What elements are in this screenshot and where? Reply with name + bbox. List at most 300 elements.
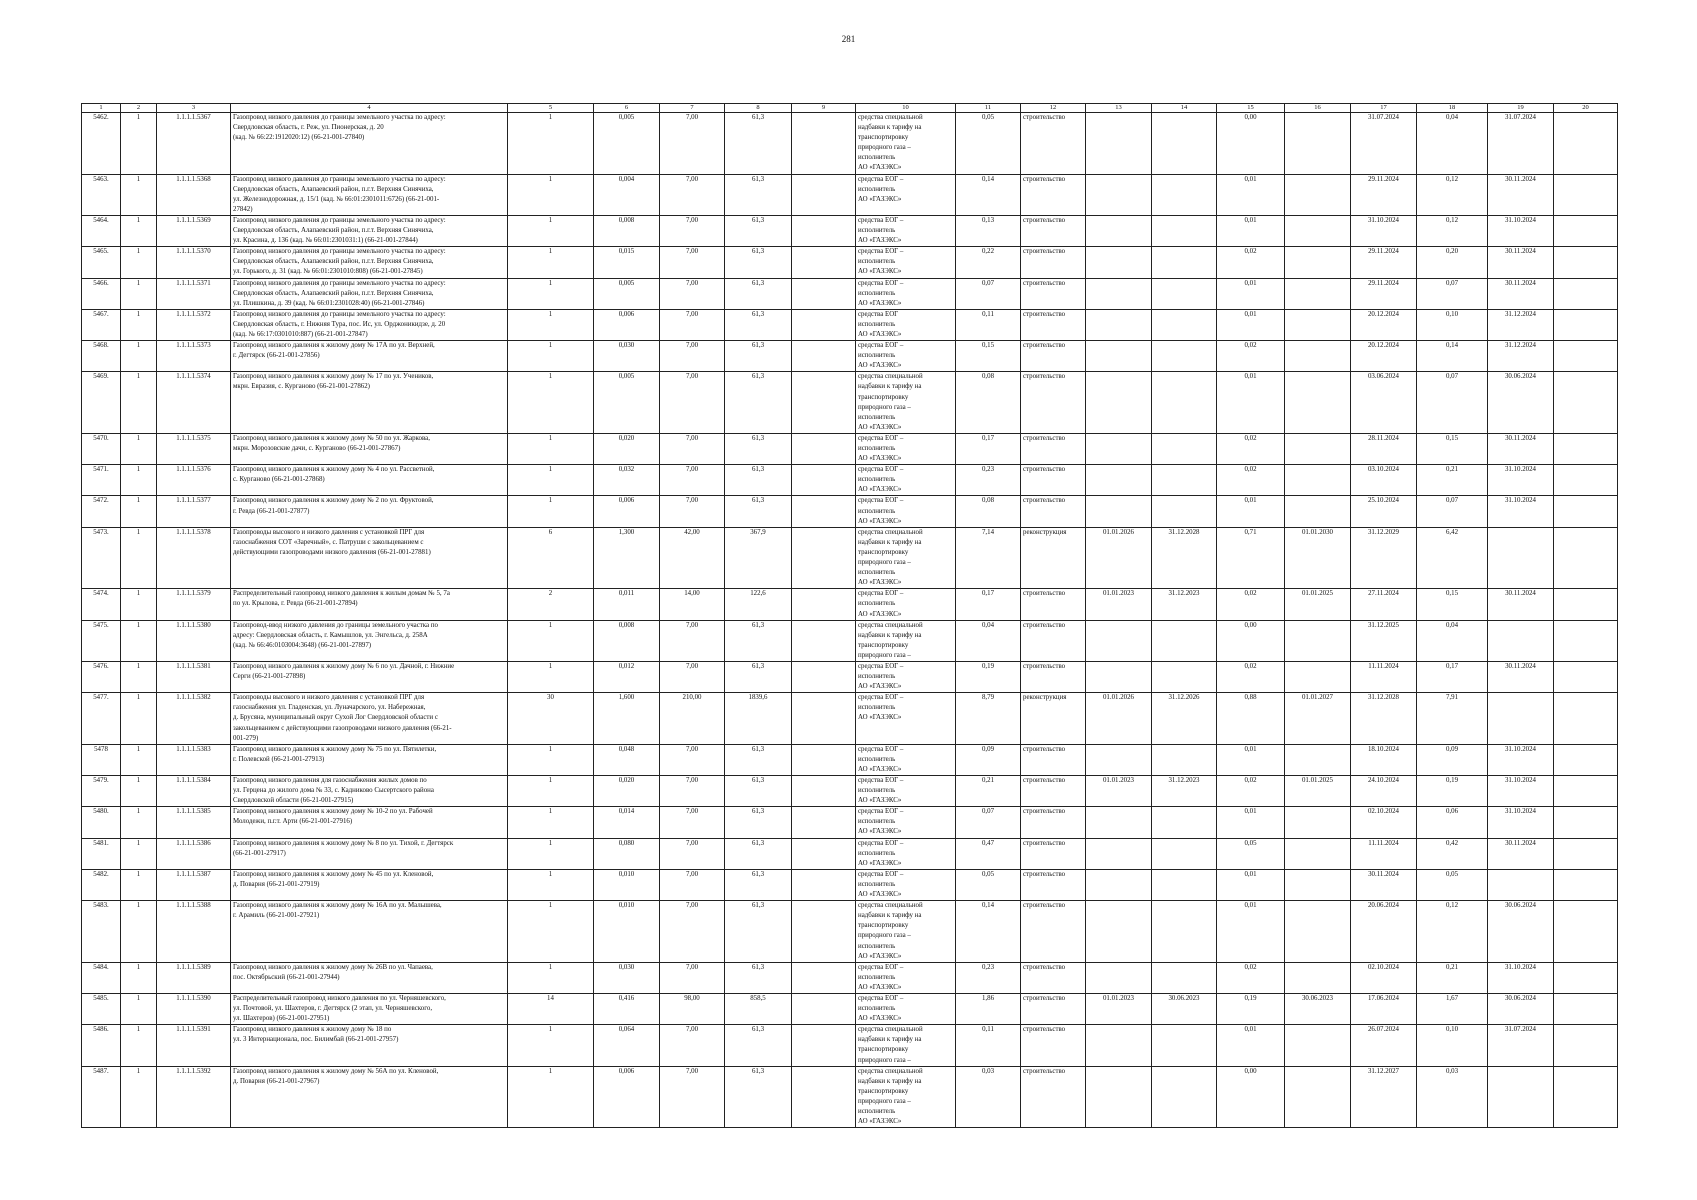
cell-col-6: 0,030 bbox=[594, 962, 660, 993]
table-row bbox=[82, 215, 1618, 246]
cell-col-13: 01.01.2026 bbox=[1086, 527, 1152, 589]
cell-col-1: 5483. bbox=[82, 901, 121, 963]
column-number-4: 4 bbox=[231, 104, 508, 113]
cell-col-19 bbox=[1488, 1066, 1554, 1128]
cell-col-7: 7,00 bbox=[660, 661, 725, 692]
cell-col-10: средства ЕОГ – исполнитель АО «ГАЗЭКС» bbox=[856, 838, 956, 869]
cell-col-17: 31.12.2027 bbox=[1351, 1066, 1417, 1128]
cell-col-5: 1 bbox=[508, 215, 594, 246]
cell-col-11: 0,14 bbox=[956, 174, 1021, 215]
cell-col-16: 30.06.2023 bbox=[1285, 993, 1351, 1024]
cell-col-4: Распределительный газопровод низкого давления к жилым домам № 5, 7а по ул. Крылова, г. Ревда (66-21-001-27894) bbox=[231, 589, 508, 620]
cell-col-2: 1 bbox=[121, 962, 157, 993]
cell-col-15: 0,01 bbox=[1217, 496, 1285, 527]
cell-col-4: Газопровод низкого давления к жилому дому № 56А по ул. Кленовой, д. Поварня (66-21-001-27967) bbox=[231, 1066, 508, 1128]
cell-col-16 bbox=[1285, 433, 1351, 464]
cell-col-10: средства специальной надбавки к тарифу на транспортировку природного газа – исполнитель АО «ГАЗЭКС» bbox=[856, 372, 956, 434]
cell-col-6: 0,008 bbox=[594, 215, 660, 246]
cell-col-9 bbox=[792, 993, 856, 1024]
cell-col-11: 0,03 bbox=[956, 1066, 1021, 1128]
cell-col-18: 0,21 bbox=[1417, 465, 1488, 496]
cell-col-9 bbox=[792, 962, 856, 993]
table-row bbox=[82, 278, 1618, 309]
cell-col-15: 0,01 bbox=[1217, 1025, 1285, 1066]
cell-col-16 bbox=[1285, 661, 1351, 692]
cell-col-12: строительство bbox=[1021, 496, 1086, 527]
cell-col-17: 20.06.2024 bbox=[1351, 901, 1417, 963]
cell-col-19 bbox=[1488, 693, 1554, 744]
cell-col-5: 14 bbox=[508, 993, 594, 1024]
cell-col-20 bbox=[1554, 372, 1618, 434]
cell-col-14 bbox=[1152, 372, 1217, 434]
cell-col-20 bbox=[1554, 174, 1618, 215]
column-number-17: 17 bbox=[1351, 104, 1417, 113]
cell-col-2: 1 bbox=[121, 247, 157, 278]
cell-col-2: 1 bbox=[121, 776, 157, 807]
cell-col-8: 61,3 bbox=[725, 1066, 792, 1128]
column-number-11: 11 bbox=[956, 104, 1021, 113]
cell-col-6: 1,600 bbox=[594, 693, 660, 744]
cell-col-4: Газопровод низкого давления до границы земельного участка по адресу: Свердловская область, Алапаевский район, п.г.т. Верхняя Синячиха, ул. Горького, д. 31 (кад. № 66:01:2301010:808) (66-21-001-27845) bbox=[231, 247, 508, 278]
cell-col-19: 31.10.2024 bbox=[1488, 496, 1554, 527]
cell-col-5: 1 bbox=[508, 309, 594, 340]
cell-col-11: 0,11 bbox=[956, 309, 1021, 340]
cell-col-10: средства ЕОГ – исполнитель АО «ГАЗЭКС» bbox=[856, 465, 956, 496]
cell-col-15: 0,00 bbox=[1217, 620, 1285, 661]
cell-col-15: 0,02 bbox=[1217, 962, 1285, 993]
column-number-12: 12 bbox=[1021, 104, 1086, 113]
cell-col-10: средства ЕОГ – исполнитель АО «ГАЗЭКС» bbox=[856, 661, 956, 692]
cell-col-3: 1.1.1.1.5375 bbox=[157, 433, 231, 464]
cell-col-20 bbox=[1554, 807, 1618, 838]
cell-col-3: 1.1.1.1.5392 bbox=[157, 1066, 231, 1128]
cell-col-9 bbox=[792, 113, 856, 175]
cell-col-14: 31.12.2023 bbox=[1152, 776, 1217, 807]
cell-col-15: 0,02 bbox=[1217, 661, 1285, 692]
cell-col-7: 7,00 bbox=[660, 962, 725, 993]
cell-col-9 bbox=[792, 620, 856, 661]
cell-col-10: средства специальной надбавки к тарифу на транспортировку природного газа – bbox=[856, 620, 956, 661]
cell-col-17: 29.11.2024 bbox=[1351, 278, 1417, 309]
cell-col-17: 29.11.2024 bbox=[1351, 247, 1417, 278]
table-row bbox=[82, 309, 1618, 340]
cell-col-17: 11.11.2024 bbox=[1351, 838, 1417, 869]
registry-table bbox=[81, 103, 1618, 1128]
cell-col-18: 0,12 bbox=[1417, 901, 1488, 963]
cell-col-3: 1.1.1.1.5383 bbox=[157, 744, 231, 775]
cell-col-1: 5480. bbox=[82, 807, 121, 838]
cell-col-1: 5482. bbox=[82, 869, 121, 900]
cell-col-3: 1.1.1.1.5387 bbox=[157, 869, 231, 900]
cell-col-1: 5478 bbox=[82, 744, 121, 775]
table-body bbox=[82, 113, 1618, 1128]
cell-col-1: 5471. bbox=[82, 465, 121, 496]
cell-col-15: 0,02 bbox=[1217, 433, 1285, 464]
cell-col-8: 61,3 bbox=[725, 341, 792, 372]
cell-col-1: 5484. bbox=[82, 962, 121, 993]
cell-col-8: 61,3 bbox=[725, 174, 792, 215]
cell-col-17: 17.06.2024 bbox=[1351, 993, 1417, 1024]
cell-col-12: строительство bbox=[1021, 744, 1086, 775]
cell-col-16 bbox=[1285, 620, 1351, 661]
cell-col-19: 30.06.2024 bbox=[1488, 372, 1554, 434]
cell-col-12: строительство bbox=[1021, 341, 1086, 372]
cell-col-13 bbox=[1086, 174, 1152, 215]
cell-col-11: 0,05 bbox=[956, 113, 1021, 175]
cell-col-19: 31.07.2024 bbox=[1488, 113, 1554, 175]
cell-col-20 bbox=[1554, 465, 1618, 496]
cell-col-11: 0,21 bbox=[956, 776, 1021, 807]
cell-col-2: 1 bbox=[121, 661, 157, 692]
cell-col-6: 0,006 bbox=[594, 309, 660, 340]
column-number-19: 19 bbox=[1488, 104, 1554, 113]
cell-col-11: 0,17 bbox=[956, 433, 1021, 464]
cell-col-14 bbox=[1152, 433, 1217, 464]
page-number: 281 bbox=[841, 34, 856, 44]
cell-col-17: 03.06.2024 bbox=[1351, 372, 1417, 434]
cell-col-16: 01.01.2025 bbox=[1285, 776, 1351, 807]
cell-col-19: 30.06.2024 bbox=[1488, 993, 1554, 1024]
cell-col-16 bbox=[1285, 496, 1351, 527]
cell-col-18: 7,91 bbox=[1417, 693, 1488, 744]
column-number-row bbox=[82, 104, 1618, 113]
cell-col-18: 0,03 bbox=[1417, 1066, 1488, 1128]
cell-col-3: 1.1.1.1.5374 bbox=[157, 372, 231, 434]
cell-col-15: 0,01 bbox=[1217, 278, 1285, 309]
cell-col-13 bbox=[1086, 838, 1152, 869]
cell-col-18: 0,42 bbox=[1417, 838, 1488, 869]
cell-col-16 bbox=[1285, 341, 1351, 372]
cell-col-13 bbox=[1086, 309, 1152, 340]
cell-col-4: Газопровод низкого давления к жилому дому № 10-2 по ул. Рабочей Молодежи, п.г.т. Арти (66-21-001-27916) bbox=[231, 807, 508, 838]
cell-col-12: строительство bbox=[1021, 962, 1086, 993]
cell-col-6: 0,020 bbox=[594, 433, 660, 464]
cell-col-8: 61,3 bbox=[725, 372, 792, 434]
cell-col-2: 1 bbox=[121, 693, 157, 744]
cell-col-7: 7,00 bbox=[660, 1025, 725, 1066]
cell-col-12: строительство bbox=[1021, 661, 1086, 692]
cell-col-6: 0,064 bbox=[594, 1025, 660, 1066]
cell-col-12: строительство bbox=[1021, 589, 1086, 620]
cell-col-9 bbox=[792, 341, 856, 372]
cell-col-1: 5468. bbox=[82, 341, 121, 372]
cell-col-11: 0,19 bbox=[956, 661, 1021, 692]
cell-col-2: 1 bbox=[121, 838, 157, 869]
cell-col-2: 1 bbox=[121, 496, 157, 527]
cell-col-6: 0,011 bbox=[594, 589, 660, 620]
cell-col-12: строительство bbox=[1021, 433, 1086, 464]
cell-col-18: 0,10 bbox=[1417, 1025, 1488, 1066]
cell-col-19: 30.11.2024 bbox=[1488, 589, 1554, 620]
cell-col-6: 0,032 bbox=[594, 465, 660, 496]
table-row bbox=[82, 962, 1618, 993]
table-row bbox=[82, 465, 1618, 496]
cell-col-13 bbox=[1086, 215, 1152, 246]
cell-col-16 bbox=[1285, 278, 1351, 309]
cell-col-15: 0,00 bbox=[1217, 1066, 1285, 1128]
cell-col-4: Газопровод-ввод низкого давления до границы земельного участка по адресу: Свердловская область, г. Камышлов, ул. Энгельса, д. 258А (кад. № 66:46:0103004:3648) (66-21-001-27897) bbox=[231, 620, 508, 661]
cell-col-14: 31.12.2028 bbox=[1152, 527, 1217, 589]
cell-col-1: 5463. bbox=[82, 174, 121, 215]
cell-col-12: строительство bbox=[1021, 174, 1086, 215]
cell-col-14 bbox=[1152, 496, 1217, 527]
cell-col-20 bbox=[1554, 341, 1618, 372]
cell-col-17: 26.07.2024 bbox=[1351, 1025, 1417, 1066]
cell-col-5: 1 bbox=[508, 113, 594, 175]
cell-col-18: 0,06 bbox=[1417, 807, 1488, 838]
cell-col-9 bbox=[792, 693, 856, 744]
cell-col-5: 2 bbox=[508, 589, 594, 620]
cell-col-5: 1 bbox=[508, 465, 594, 496]
cell-col-4: Газопровод низкого давления до границы земельного участка по адресу: Свердловская область, г. Нижняя Тура, пос. Ис, ул. Орджоникидзе, д. 20 (кад. № 66:17:0301010:887) (66-21-001-27847) bbox=[231, 309, 508, 340]
cell-col-20 bbox=[1554, 278, 1618, 309]
cell-col-3: 1.1.1.1.5388 bbox=[157, 901, 231, 963]
cell-col-13 bbox=[1086, 465, 1152, 496]
cell-col-3: 1.1.1.1.5373 bbox=[157, 341, 231, 372]
column-number-20: 20 bbox=[1554, 104, 1618, 113]
cell-col-3: 1.1.1.1.5385 bbox=[157, 807, 231, 838]
cell-col-9 bbox=[792, 496, 856, 527]
cell-col-3: 1.1.1.1.5384 bbox=[157, 776, 231, 807]
cell-col-20 bbox=[1554, 215, 1618, 246]
cell-col-18: 0,15 bbox=[1417, 589, 1488, 620]
cell-col-13 bbox=[1086, 496, 1152, 527]
cell-col-17: 30.11.2024 bbox=[1351, 869, 1417, 900]
cell-col-12: строительство bbox=[1021, 807, 1086, 838]
cell-col-4: Газопровод низкого давления к жилому дому № 26В по ул. Чапаева, пос. Октябрьский (66-21-001-27944) bbox=[231, 962, 508, 993]
cell-col-12: строительство bbox=[1021, 838, 1086, 869]
table-row bbox=[82, 901, 1618, 963]
cell-col-18: 0,21 bbox=[1417, 962, 1488, 993]
cell-col-18: 0,04 bbox=[1417, 113, 1488, 175]
table-row bbox=[82, 174, 1618, 215]
cell-col-2: 1 bbox=[121, 433, 157, 464]
column-number-10: 10 bbox=[856, 104, 956, 113]
cell-col-2: 1 bbox=[121, 278, 157, 309]
cell-col-13 bbox=[1086, 901, 1152, 963]
cell-col-14 bbox=[1152, 620, 1217, 661]
cell-col-13: 01.01.2026 bbox=[1086, 693, 1152, 744]
cell-col-5: 1 bbox=[508, 496, 594, 527]
cell-col-16 bbox=[1285, 838, 1351, 869]
cell-col-19: 30.11.2024 bbox=[1488, 278, 1554, 309]
cell-col-13 bbox=[1086, 620, 1152, 661]
cell-col-1: 5477. bbox=[82, 693, 121, 744]
cell-col-18: 0,07 bbox=[1417, 496, 1488, 527]
cell-col-11: 0,08 bbox=[956, 496, 1021, 527]
table-row bbox=[82, 838, 1618, 869]
cell-col-1: 5472. bbox=[82, 496, 121, 527]
cell-col-18: 0,07 bbox=[1417, 278, 1488, 309]
cell-col-17: 31.12.2025 bbox=[1351, 620, 1417, 661]
cell-col-11: 0,14 bbox=[956, 901, 1021, 963]
cell-col-17: 20.12.2024 bbox=[1351, 341, 1417, 372]
cell-col-18: 6,42 bbox=[1417, 527, 1488, 589]
cell-col-7: 14,00 bbox=[660, 589, 725, 620]
cell-col-8: 61,3 bbox=[725, 496, 792, 527]
cell-col-10: средства специальной надбавки к тарифу на транспортировку природного газа – исполнитель АО «ГАЗЭКС» bbox=[856, 527, 956, 589]
cell-col-2: 1 bbox=[121, 620, 157, 661]
cell-col-16 bbox=[1285, 372, 1351, 434]
cell-col-4: Распределительный газопровод низкого давления по ул. Черняшевского, ул. Почтовой, ул. Шахтеров, г. Дегтярск (2 этап, ул. Черняшевского, ул. Шахтеров) (66-21-001-27951) bbox=[231, 993, 508, 1024]
cell-col-17: 27.11.2024 bbox=[1351, 589, 1417, 620]
cell-col-14 bbox=[1152, 901, 1217, 963]
cell-col-5: 1 bbox=[508, 807, 594, 838]
cell-col-13 bbox=[1086, 247, 1152, 278]
cell-col-12: строительство bbox=[1021, 993, 1086, 1024]
cell-col-6: 0,005 bbox=[594, 372, 660, 434]
table-row bbox=[82, 744, 1618, 775]
cell-col-4: Газопровод низкого давления к жилому дому № 18 по ул. 3 Интернационала, пос. Билимбай (66-21-001-27957) bbox=[231, 1025, 508, 1066]
column-number-7: 7 bbox=[660, 104, 725, 113]
cell-col-13 bbox=[1086, 1066, 1152, 1128]
cell-col-16 bbox=[1285, 113, 1351, 175]
cell-col-8: 122,6 bbox=[725, 589, 792, 620]
cell-col-5: 1 bbox=[508, 278, 594, 309]
cell-col-8: 61,3 bbox=[725, 869, 792, 900]
cell-col-2: 1 bbox=[121, 309, 157, 340]
cell-col-1: 5486. bbox=[82, 1025, 121, 1066]
cell-col-18: 0,05 bbox=[1417, 869, 1488, 900]
cell-col-16 bbox=[1285, 807, 1351, 838]
table-row bbox=[82, 869, 1618, 900]
cell-col-14 bbox=[1152, 247, 1217, 278]
cell-col-20 bbox=[1554, 962, 1618, 993]
cell-col-12: реконструкция bbox=[1021, 693, 1086, 744]
cell-col-19: 31.07.2024 bbox=[1488, 1025, 1554, 1066]
cell-col-1: 5470. bbox=[82, 433, 121, 464]
cell-col-9 bbox=[792, 433, 856, 464]
cell-col-12: строительство bbox=[1021, 776, 1086, 807]
cell-col-15: 0,02 bbox=[1217, 341, 1285, 372]
cell-col-5: 1 bbox=[508, 962, 594, 993]
cell-col-4: Газопровод низкого давления для газоснабжения жилых домов по ул. Герцена до жилого дома № 33, с. Кадниково Сысертского района Свердловской области (66-21-001-27915) bbox=[231, 776, 508, 807]
cell-col-11: 0,09 bbox=[956, 744, 1021, 775]
cell-col-10: средства специальной надбавки к тарифу на транспортировку природного газа – исполнитель АО «ГАЗЭКС» bbox=[856, 113, 956, 175]
cell-col-14 bbox=[1152, 744, 1217, 775]
cell-col-16 bbox=[1285, 215, 1351, 246]
cell-col-19: 30.11.2024 bbox=[1488, 174, 1554, 215]
table-row bbox=[82, 341, 1618, 372]
cell-col-18: 0,17 bbox=[1417, 661, 1488, 692]
cell-col-10: средства ЕОГ – исполнитель АО «ГАЗЭКС» bbox=[856, 247, 956, 278]
cell-col-10: средства ЕОГ – исполнитель АО «ГАЗЭКС» bbox=[856, 433, 956, 464]
table-row bbox=[82, 589, 1618, 620]
table-row bbox=[82, 433, 1618, 464]
cell-col-14 bbox=[1152, 309, 1217, 340]
cell-col-4: Газопровод низкого давления к жилому дому № 16А по ул. Малышева, г. Арамиль (66-21-001-27921) bbox=[231, 901, 508, 963]
cell-col-9 bbox=[792, 661, 856, 692]
cell-col-7: 7,00 bbox=[660, 807, 725, 838]
column-number-5: 5 bbox=[508, 104, 594, 113]
cell-col-17: 31.12.2028 bbox=[1351, 693, 1417, 744]
cell-col-11: 0,13 bbox=[956, 215, 1021, 246]
cell-col-20 bbox=[1554, 620, 1618, 661]
cell-col-13: 01.01.2023 bbox=[1086, 776, 1152, 807]
cell-col-6: 0,006 bbox=[594, 1066, 660, 1128]
cell-col-7: 7,00 bbox=[660, 496, 725, 527]
cell-col-3: 1.1.1.1.5377 bbox=[157, 496, 231, 527]
cell-col-2: 1 bbox=[121, 465, 157, 496]
cell-col-5: 1 bbox=[508, 341, 594, 372]
cell-col-4: Газопровод низкого давления к жилому дому № 6 по ул. Дачной, г. Нижние Серги (66-21-001-27898) bbox=[231, 661, 508, 692]
cell-col-19: 31.10.2024 bbox=[1488, 215, 1554, 246]
cell-col-20 bbox=[1554, 527, 1618, 589]
cell-col-6: 0,005 bbox=[594, 278, 660, 309]
cell-col-1: 5462. bbox=[82, 113, 121, 175]
cell-col-6: 0,020 bbox=[594, 776, 660, 807]
cell-col-4: Газопровод низкого давления до границы земельного участка по адресу: Свердловская область, г. Реж, ул. Пионерская, д. 20 (кад. № 66:22:1912020:12) (66-21-001-27840) bbox=[231, 113, 508, 175]
cell-col-11: 1,86 bbox=[956, 993, 1021, 1024]
cell-col-20 bbox=[1554, 693, 1618, 744]
cell-col-11: 0,22 bbox=[956, 247, 1021, 278]
cell-col-20 bbox=[1554, 744, 1618, 775]
cell-col-18: 0,09 bbox=[1417, 744, 1488, 775]
cell-col-15: 0,02 bbox=[1217, 589, 1285, 620]
cell-col-3: 1.1.1.1.5390 bbox=[157, 993, 231, 1024]
cell-col-14 bbox=[1152, 807, 1217, 838]
cell-col-18: 0,04 bbox=[1417, 620, 1488, 661]
table-row bbox=[82, 993, 1618, 1024]
cell-col-9 bbox=[792, 247, 856, 278]
cell-col-3: 1.1.1.1.5389 bbox=[157, 962, 231, 993]
cell-col-12: строительство bbox=[1021, 215, 1086, 246]
cell-col-19: 30.11.2024 bbox=[1488, 838, 1554, 869]
cell-col-19 bbox=[1488, 620, 1554, 661]
cell-col-3: 1.1.1.1.5381 bbox=[157, 661, 231, 692]
cell-col-16: 01.01.2027 bbox=[1285, 693, 1351, 744]
cell-col-16 bbox=[1285, 1066, 1351, 1128]
cell-col-3: 1.1.1.1.5382 bbox=[157, 693, 231, 744]
cell-col-2: 1 bbox=[121, 113, 157, 175]
cell-col-12: строительство bbox=[1021, 901, 1086, 963]
table-row bbox=[82, 496, 1618, 527]
cell-col-3: 1.1.1.1.5380 bbox=[157, 620, 231, 661]
cell-col-10: средства специальной надбавки к тарифу на транспортировку природного газа – bbox=[856, 1025, 956, 1066]
cell-col-18: 0,20 bbox=[1417, 247, 1488, 278]
cell-col-6: 0,014 bbox=[594, 807, 660, 838]
cell-col-20 bbox=[1554, 1025, 1618, 1066]
column-number-18: 18 bbox=[1417, 104, 1488, 113]
column-number-2: 2 bbox=[121, 104, 157, 113]
cell-col-9 bbox=[792, 309, 856, 340]
cell-col-20 bbox=[1554, 433, 1618, 464]
cell-col-2: 1 bbox=[121, 1066, 157, 1128]
cell-col-7: 7,00 bbox=[660, 869, 725, 900]
cell-col-20 bbox=[1554, 838, 1618, 869]
cell-col-17: 03.10.2024 bbox=[1351, 465, 1417, 496]
cell-col-16 bbox=[1285, 962, 1351, 993]
cell-col-17: 20.12.2024 bbox=[1351, 309, 1417, 340]
cell-col-4: Газопровод низкого давления к жилому дому № 45 по ул. Кленовой, д. Поварня (66-21-001-27919) bbox=[231, 869, 508, 900]
cell-col-15: 0,01 bbox=[1217, 807, 1285, 838]
cell-col-10: средства ЕОГ – исполнитель АО «ГАЗЭКС» bbox=[856, 278, 956, 309]
cell-col-4: Газопровод низкого давления к жилому дому № 8 по ул. Тихой, г. Дегтярск (66-21-001-27917) bbox=[231, 838, 508, 869]
cell-col-12: реконструкция bbox=[1021, 527, 1086, 589]
cell-col-17: 02.10.2024 bbox=[1351, 962, 1417, 993]
cell-col-14 bbox=[1152, 341, 1217, 372]
cell-col-19: 30.11.2024 bbox=[1488, 433, 1554, 464]
cell-col-13 bbox=[1086, 433, 1152, 464]
cell-col-3: 1.1.1.1.5370 bbox=[157, 247, 231, 278]
cell-col-7: 7,00 bbox=[660, 838, 725, 869]
cell-col-5: 1 bbox=[508, 174, 594, 215]
cell-col-8: 1839,6 bbox=[725, 693, 792, 744]
cell-col-10: средства ЕОГ – исполнитель АО «ГАЗЭКС» bbox=[856, 215, 956, 246]
cell-col-6: 0,004 bbox=[594, 174, 660, 215]
cell-col-11: 0,07 bbox=[956, 807, 1021, 838]
cell-col-10: средства ЕОГ – исполнитель АО «ГАЗЭКС» bbox=[856, 962, 956, 993]
